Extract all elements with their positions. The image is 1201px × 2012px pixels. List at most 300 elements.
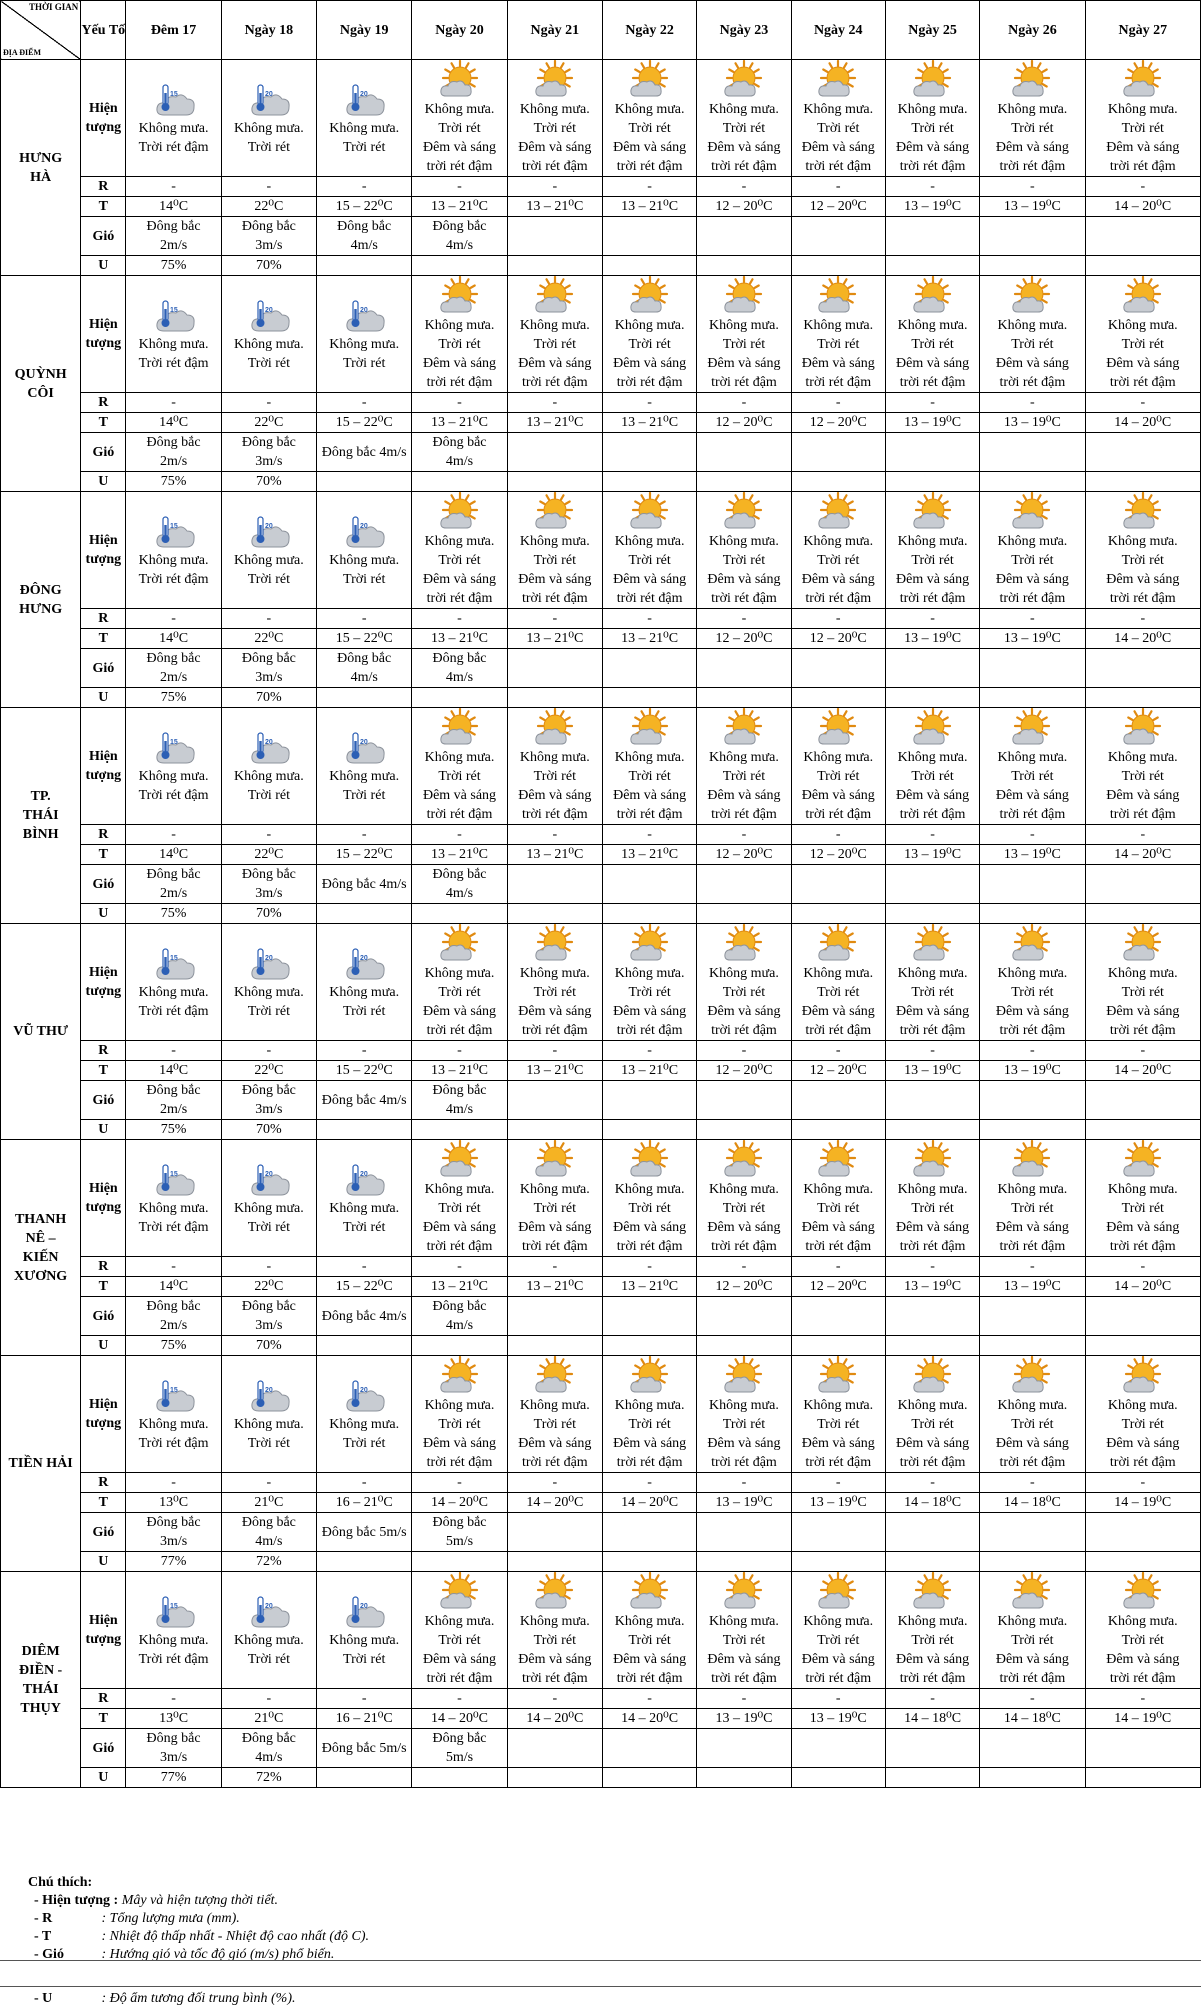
phenomenon-line: Trời rét (533, 337, 576, 352)
phenomenon-line: Trời rét (438, 121, 481, 136)
phenomenon-line: Đêm và sáng (1106, 788, 1180, 803)
phenomenon-text (126, 767, 220, 805)
phenomenon-cell (317, 1572, 412, 1689)
phenomenon-cell (317, 1140, 412, 1257)
wind-cell (602, 1513, 696, 1552)
temperature-cell: 14⁰C (126, 1277, 221, 1297)
humidity-cell (885, 256, 979, 276)
phenomenon-line: Trời rét (722, 337, 766, 352)
phenomenon-line: Không mưa. (709, 1182, 779, 1197)
phenomenon-cell (507, 60, 602, 177)
wind-cell (317, 1729, 412, 1768)
phenomenon-row (1, 1572, 1201, 1689)
wind-cell (507, 217, 602, 256)
temperature-cell: 15 – 22⁰C (317, 1061, 412, 1081)
phenomenon-line: Trời rét (628, 985, 671, 1000)
rain-cell: - (221, 609, 316, 629)
phenomenon-line: Trời rét (628, 1633, 671, 1648)
svg-text:20: 20 (264, 955, 273, 962)
sun-cloud-icon (412, 924, 506, 964)
temperature-cell: 22⁰C (221, 1277, 316, 1297)
phenomenon-line: Không mưa. (709, 102, 779, 117)
humidity-cell (697, 904, 791, 924)
phenomenon-text (603, 748, 696, 824)
factor-phenomenon (81, 708, 126, 825)
phenomenon-cell (791, 1356, 885, 1473)
sun-cloud-icon (697, 60, 790, 100)
temperature-cell: 13 – 19⁰C (980, 629, 1085, 649)
svg-text:20: 20 (264, 1387, 273, 1394)
temperature-cell: 12 – 20⁰C (697, 197, 791, 217)
temperature-cell: 14 – 20⁰C (412, 1493, 507, 1513)
humidity-cell (602, 256, 696, 276)
phenomenon-text (1086, 316, 1200, 392)
phenomenon-line: Đêm và sáng (1106, 140, 1180, 155)
phenomenon-cell (221, 1356, 316, 1473)
temperature-cell: 22⁰C (221, 197, 316, 217)
rain-cell: - (980, 609, 1085, 629)
rain-cell: - (507, 177, 602, 197)
sun-cloud-icon (980, 276, 1084, 316)
phenomenon-text (126, 551, 220, 589)
phenomenon-line: Đêm và sáng (613, 1652, 687, 1667)
temperature-cell: 13 – 21⁰C (602, 629, 696, 649)
phenomenon-line: trời rét đậm (426, 591, 493, 606)
wind-cell (602, 433, 696, 472)
phenomenon-line: Không mưa. (803, 966, 874, 981)
phenomenon-line: Đêm và sáng (995, 140, 1069, 155)
phenomenon-line: trời rét đậm (711, 375, 777, 390)
wind-line: Đông bắc (241, 651, 296, 666)
phenomenon-text (792, 316, 885, 392)
rain-cell: - (1085, 177, 1200, 197)
phenomenon-text (317, 1415, 411, 1453)
phenomenon-line: Trời rét (247, 1220, 291, 1235)
wind-cell (126, 433, 221, 472)
phenomenon-line: trời rét đậm (999, 1671, 1066, 1686)
phenomenon-text (980, 1612, 1084, 1688)
phenomenon-line: Trời rét (533, 1633, 576, 1648)
humidity-cell (507, 472, 602, 492)
phenomenon-line: Đêm và sáng (518, 1436, 592, 1451)
sun-cloud-icon (412, 492, 506, 532)
factor-rain: R (81, 177, 126, 197)
phenomenon-cell (221, 1140, 316, 1257)
phenomenon-line: trời rét đậm (999, 375, 1066, 390)
phenomenon-cell (507, 1356, 602, 1473)
sun-cloud-icon (1086, 1140, 1200, 1180)
phenomenon-text (792, 748, 885, 824)
cold-cloud-20-icon (222, 79, 316, 119)
temperature-cell: 14⁰C (126, 1061, 221, 1081)
phenomenon-line: Không mưa. (897, 1398, 968, 1413)
factor-rain: R (81, 825, 126, 845)
phenomenon-line: Trời rét (817, 985, 860, 1000)
wind-line: Đông bắc (146, 1731, 201, 1746)
phenomenon-text (603, 964, 696, 1040)
temperature-cell: 13 – 21⁰C (507, 1277, 602, 1297)
phenomenon-line: Đêm và sáng (422, 1652, 497, 1667)
temperature-cell: 14 – 18⁰C (885, 1709, 979, 1729)
factor-label: Hiện tượng (85, 533, 122, 567)
humidity-cell (980, 1768, 1085, 1788)
wind-line: Đông bắc (241, 219, 296, 234)
phenomenon-line: Không mưa. (424, 750, 495, 765)
temperature-cell: 14 – 20⁰C (1085, 629, 1200, 649)
location-name-line: ĐÔNG (19, 582, 62, 598)
phenomenon-line: Trời rét (1011, 337, 1054, 352)
phenomenon-cell (1085, 1356, 1200, 1473)
phenomenon-line: Không mưa. (329, 1417, 400, 1432)
wind-cell (221, 1513, 316, 1552)
location-name-line: TIỀN HẢI (8, 1456, 73, 1471)
rain-cell: - (980, 393, 1085, 413)
phenomenon-line: trời rét đậm (999, 1239, 1066, 1254)
phenomenon-line: trời rét đậm (1109, 1671, 1176, 1686)
factor-wind: Gió (81, 865, 126, 904)
note-desc: : Hướng gió và tốc độ gió (m/s) phổ biến. (101, 1947, 335, 1962)
phenomenon-line: Đêm và sáng (518, 140, 592, 155)
humidity-cell (412, 472, 507, 492)
wind-cell (885, 1081, 979, 1120)
phenomenon-line: Đêm và sáng (1106, 1004, 1180, 1019)
wind-line: 3m/s (255, 238, 283, 253)
humidity-cell (885, 688, 979, 708)
wind-cell (791, 1729, 885, 1768)
humidity-row (1, 256, 1201, 276)
phenomenon-line: Không mưa. (614, 1182, 685, 1197)
phenomenon-line: Trời rét (438, 1201, 481, 1216)
humidity-cell (412, 1552, 507, 1572)
wind-line: 4m/s (445, 238, 474, 253)
sun-cloud-icon (412, 708, 506, 748)
humidity-cell (980, 1552, 1085, 1572)
phenomenon-cell (885, 924, 979, 1041)
wind-cell (317, 433, 412, 472)
phenomenon-line: Không mưa. (233, 1417, 304, 1432)
wind-cell (221, 433, 316, 472)
cold-cloud-15-icon (126, 1159, 220, 1199)
cold-cloud-20-icon (222, 727, 316, 767)
phenomenon-line: Không mưa. (897, 966, 968, 981)
temperature-cell: 13 – 19⁰C (697, 1493, 791, 1513)
svg-text:15: 15 (169, 1603, 178, 1610)
phenomenon-text (697, 748, 790, 824)
wind-row (1, 1297, 1201, 1336)
phenomenon-text (697, 316, 790, 392)
sun-cloud-icon (886, 708, 979, 748)
phenomenon-line: Không mưa. (803, 1182, 874, 1197)
phenomenon-line: Đêm và sáng (896, 572, 970, 587)
cold-cloud-15-icon (126, 79, 220, 119)
temperature-row (1, 845, 1201, 865)
phenomenon-row (1, 276, 1201, 393)
phenomenon-cell (602, 924, 696, 1041)
note-desc: Mây và hiện tượng thời tiết. (121, 1893, 279, 1908)
wind-cell (602, 865, 696, 904)
phenomenon-line: Trời rét (1011, 121, 1054, 136)
phenomenon-line: Không mưa. (233, 1201, 304, 1216)
phenomenon-line: Trời rét (1121, 1417, 1164, 1432)
humidity-cell (602, 472, 696, 492)
location-name-line: HÀ (30, 169, 52, 185)
phenomenon-line: Đêm và sáng (801, 788, 875, 803)
humidity-cell (697, 472, 791, 492)
cold-cloud-20-icon (222, 1375, 316, 1415)
phenomenon-line: Đêm và sáng (801, 1652, 875, 1667)
phenomenon-line: Đêm và sáng (613, 1004, 687, 1019)
factor-rain: R (81, 1689, 126, 1709)
phenomenon-line: Trời rét (438, 769, 481, 784)
phenomenon-line: Không mưa. (233, 985, 304, 1000)
phenomenon-line: Trời rét (343, 1004, 386, 1019)
humidity-cell (980, 904, 1085, 924)
phenomenon-line: Đêm và sáng (896, 1004, 970, 1019)
phenomenon-line: Trời rét đậm (138, 788, 209, 803)
wind-cell (980, 649, 1085, 688)
rain-cell: - (697, 825, 791, 845)
wind-line: 4m/s (445, 454, 474, 469)
phenomenon-cell (126, 708, 221, 825)
wind-cell (885, 1729, 979, 1768)
sun-cloud-icon (697, 1140, 790, 1180)
sun-cloud-icon (603, 60, 696, 100)
temperature-cell: 14⁰C (126, 413, 221, 433)
phenomenon-line: Đêm và sáng (801, 140, 875, 155)
phenomenon-line: trời rét đậm (521, 1023, 588, 1038)
factor-temperature: T (81, 197, 126, 217)
wind-line: Đông bắc (432, 219, 487, 234)
rain-row (1, 609, 1201, 629)
temperature-cell: 12 – 20⁰C (791, 413, 885, 433)
humidity-cell (1085, 1336, 1200, 1356)
rain-cell: - (412, 1041, 507, 1061)
rain-cell: - (317, 825, 412, 845)
phenomenon-cell (602, 708, 696, 825)
rain-cell: - (1085, 1473, 1200, 1493)
sun-cloud-icon (508, 924, 602, 964)
phenomenon-text (980, 316, 1084, 392)
temperature-cell: 13 – 21⁰C (507, 1061, 602, 1081)
temperature-cell: 12 – 20⁰C (697, 629, 791, 649)
sun-cloud-icon (508, 708, 602, 748)
phenomenon-text (126, 119, 220, 157)
rain-cell: - (980, 1041, 1085, 1061)
rain-cell: - (412, 393, 507, 413)
factor-label: Hiện tượng (85, 1613, 122, 1647)
factor-humidity: U (81, 1336, 126, 1356)
phenomenon-text (222, 551, 316, 589)
wind-line: Đông bắc 5m/s (321, 1524, 407, 1540)
humidity-cell (507, 1768, 602, 1788)
temperature-cell: 13 – 19⁰C (980, 1061, 1085, 1081)
wind-cell (507, 1729, 602, 1768)
phenomenon-text (1086, 748, 1200, 824)
phenomenon-cell (1085, 1140, 1200, 1257)
wind-cell (317, 217, 412, 256)
rain-cell: - (980, 1257, 1085, 1277)
rain-cell: - (980, 1689, 1085, 1709)
phenomenon-line: Trời rét (438, 985, 481, 1000)
rain-cell: - (885, 1473, 979, 1493)
phenomenon-line: Không mưa. (424, 1182, 495, 1197)
temperature-cell: 13 – 19⁰C (885, 1061, 979, 1081)
cold-cloud-20-icon (222, 943, 316, 983)
phenomenon-line: Đêm và sáng (1106, 1652, 1180, 1667)
phenomenon-line: Không mưa. (897, 102, 968, 117)
phenomenon-cell (980, 492, 1085, 609)
cold-cloud-20-icon (317, 295, 411, 335)
phenomenon-line: Trời rét (911, 769, 954, 784)
phenomenon-line: Trời rét (343, 1652, 386, 1667)
wind-line: Đông bắc 4m/s (321, 444, 407, 460)
phenomenon-line: Đêm và sáng (422, 1436, 497, 1451)
rain-cell: - (412, 177, 507, 197)
rain-cell: - (507, 393, 602, 413)
phenomenon-text (317, 551, 411, 589)
rain-cell: - (885, 1257, 979, 1277)
factor-rain: R (81, 609, 126, 629)
phenomenon-line: Trời rét (817, 1201, 860, 1216)
phenomenon-text (792, 1612, 885, 1688)
phenomenon-line: Không mưa. (424, 1614, 495, 1629)
sun-cloud-icon (697, 1572, 790, 1612)
temperature-cell: 14 – 20⁰C (412, 1709, 507, 1729)
phenomenon-line: Không mưa. (138, 1417, 209, 1432)
phenomenon-line: Không mưa. (233, 121, 304, 136)
rain-row (1, 177, 1201, 197)
sun-cloud-icon (508, 60, 602, 100)
wind-cell (980, 1297, 1085, 1336)
phenomenon-row (1, 60, 1201, 177)
phenomenon-text (980, 100, 1084, 176)
phenomenon-line: Không mưa. (614, 102, 685, 117)
phenomenon-text (886, 964, 979, 1040)
rain-cell: - (221, 393, 316, 413)
phenomenon-text (980, 748, 1084, 824)
phenomenon-line: Không mưa. (1107, 102, 1178, 117)
wind-cell (885, 865, 979, 904)
phenomenon-line: Đêm và sáng (422, 572, 497, 587)
legend-notes (0, 1874, 1201, 1964)
note-item (0, 1928, 1201, 1946)
phenomenon-line: Đêm và sáng (995, 356, 1069, 371)
cold-cloud-15-icon (126, 511, 220, 551)
wind-cell (126, 1513, 221, 1552)
location-name (1, 924, 81, 1140)
temperature-cell: 14 – 19⁰C (1085, 1709, 1200, 1729)
humidity-cell (791, 688, 885, 708)
temperature-cell: 14 – 20⁰C (602, 1709, 696, 1729)
phenomenon-line: Trời rét (628, 769, 671, 784)
cold-cloud-15-icon (126, 1375, 220, 1415)
phenomenon-text (697, 532, 790, 608)
phenomenon-line: Đêm và sáng (518, 572, 592, 587)
day-header: Đêm 17 (126, 1, 221, 60)
rain-cell: - (697, 1473, 791, 1493)
wind-cell (221, 1297, 316, 1336)
humidity-cell (697, 256, 791, 276)
wind-line: 3m/s (255, 1318, 283, 1333)
phenomenon-line: Trời rét (343, 356, 386, 371)
phenomenon-line: trời rét đậm (426, 1671, 493, 1686)
phenomenon-line: trời rét đậm (711, 159, 777, 174)
phenomenon-line: Trời rét đậm (138, 356, 209, 371)
phenomenon-line: trời rét đậm (616, 1671, 683, 1686)
wind-line: 3m/s (159, 1534, 188, 1549)
rain-cell: - (1085, 1257, 1200, 1277)
factor-rain: R (81, 393, 126, 413)
phenomenon-line: trời rét đậm (521, 375, 588, 390)
rain-cell: - (885, 1689, 979, 1709)
phenomenon-line: Trời rét (911, 985, 954, 1000)
temperature-cell: 22⁰C (221, 629, 316, 649)
rain-cell: - (126, 609, 221, 629)
phenomenon-line: Trời rét (628, 553, 671, 568)
cold-cloud-20-icon (317, 943, 411, 983)
humidity-cell (507, 688, 602, 708)
phenomenon-line: Trời rét đậm (138, 140, 209, 155)
day-header: Ngày 21 (507, 1, 602, 60)
temperature-cell: 14 – 20⁰C (507, 1493, 602, 1513)
phenomenon-cell (697, 1140, 791, 1257)
phenomenon-cell (602, 60, 696, 177)
phenomenon-text (886, 1180, 979, 1256)
humidity-cell (412, 688, 507, 708)
phenomenon-line: Đêm và sáng (1106, 572, 1180, 587)
svg-text:20: 20 (264, 1171, 273, 1178)
phenomenon-line: Trời rét (343, 140, 386, 155)
phenomenon-text (222, 983, 316, 1021)
temperature-row (1, 1493, 1201, 1513)
wind-cell (697, 1081, 791, 1120)
location-name-line: DIÊM (21, 1643, 60, 1659)
wind-line: Đông bắc (241, 1083, 296, 1098)
rain-cell: - (602, 177, 696, 197)
wind-cell (697, 1729, 791, 1768)
phenomenon-text (317, 983, 411, 1021)
phenomenon-cell (412, 1572, 507, 1689)
phenomenon-row (1, 924, 1201, 1041)
phenomenon-line: Trời rét (1121, 769, 1164, 784)
humidity-cell (317, 472, 412, 492)
rain-cell: - (1085, 609, 1200, 629)
phenomenon-cell (126, 276, 221, 393)
rain-cell: - (221, 825, 316, 845)
day-header: Ngày 26 (980, 1, 1085, 60)
wind-cell (791, 1081, 885, 1120)
phenomenon-line: Không mưa. (329, 553, 400, 568)
phenomenon-line: Không mưa. (897, 318, 968, 333)
rain-cell: - (602, 1473, 696, 1493)
temperature-cell: 14 – 20⁰C (1085, 845, 1200, 865)
day-header: Ngày 23 (697, 1, 791, 60)
phenomenon-line: trời rét đậm (805, 1023, 872, 1038)
phenomenon-line: trời rét đậm (1109, 591, 1176, 606)
phenomenon-line: Không mưa. (709, 534, 779, 549)
rain-cell: - (980, 1473, 1085, 1493)
wind-cell (412, 217, 507, 256)
phenomenon-line: trời rét đậm (426, 1023, 493, 1038)
wind-cell (1085, 1297, 1200, 1336)
wind-cell (126, 865, 221, 904)
temperature-cell: 14 – 20⁰C (507, 1709, 602, 1729)
rain-cell: - (791, 1689, 885, 1709)
temperature-cell: 14⁰C (126, 629, 221, 649)
phenomenon-cell (791, 1572, 885, 1689)
phenomenon-line: Trời rét (911, 553, 954, 568)
temperature-cell: 13⁰C (126, 1709, 221, 1729)
